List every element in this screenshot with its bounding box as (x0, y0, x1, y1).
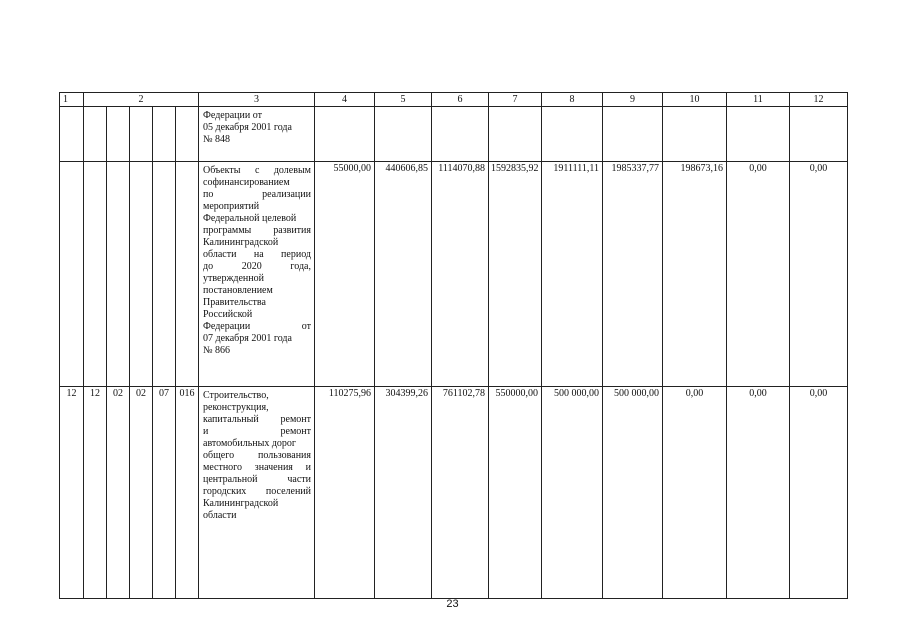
code-cell: 02 (107, 387, 130, 599)
value-cell: 500 000,00 (603, 387, 663, 599)
value-cell: 198673,16 (663, 162, 727, 387)
value-cell: 0,00 (790, 387, 848, 599)
table-row (60, 387, 848, 599)
col-header-10: 10 (663, 93, 727, 107)
value-cell: 0,00 (727, 162, 790, 387)
value-cell: 1114070,88 (432, 162, 489, 387)
row-description: Строительство, реконструкция, капитальный ремонт и ремонт автомобильных дорог общего пользования местного значения и центральной части городских поселений Калининградской области (199, 387, 315, 599)
code-cell (130, 107, 153, 162)
column-number-row (60, 93, 848, 107)
value-cell: 761102,78 (432, 387, 489, 599)
value-cell: 440606,85 (375, 162, 432, 387)
table-row (60, 107, 848, 162)
value-cell: 55000,00 (315, 162, 375, 387)
col-header-12: 12 (790, 93, 848, 107)
budget-table (59, 92, 848, 599)
code-cell: 12 (84, 387, 107, 599)
value-cell: 1911111,11 (542, 162, 603, 387)
value-cell: 500 000,00 (542, 387, 603, 599)
value-cell: 0,00 (790, 162, 848, 387)
value-cell: 1592835,92 (489, 162, 542, 387)
page-number: 23 (446, 598, 459, 610)
value-cell: 110275,96 (315, 387, 375, 599)
col-header-5: 5 (375, 93, 432, 107)
value-cell: 304399,26 (375, 387, 432, 599)
code-cell (153, 107, 176, 162)
col-header-11: 11 (727, 93, 790, 107)
value-cell: 1985337,77 (603, 162, 663, 387)
value-cell: 550000,00 (489, 387, 542, 599)
table-row (60, 162, 848, 387)
col-header-2: 2 (84, 93, 199, 107)
col-header-6: 6 (432, 93, 489, 107)
code-cell (107, 107, 130, 162)
col-header-9: 9 (603, 93, 663, 107)
row-description: Федерации от 05 декабря 2001 года № 848 (199, 107, 315, 162)
code-cell: 07 (153, 387, 176, 599)
value-cell: 0,00 (727, 387, 790, 599)
code-cell: 12 (60, 387, 84, 599)
col-header-4: 4 (315, 93, 375, 107)
value-cell: 0,00 (663, 387, 727, 599)
code-cell: 02 (130, 387, 153, 599)
col-header-8: 8 (542, 93, 603, 107)
code-cell: 016 (176, 387, 199, 599)
col-header-1: 1 (60, 93, 84, 107)
row-description: Объекты с долевым софинансированием по реализации мероприятий Федеральной целевой программы развития Калининградской области на период до 2020 года, утвержденной постановлением Правительства Российской Федерации от 07 декабря 2001 года № 866 (199, 162, 315, 387)
col-header-7: 7 (489, 93, 542, 107)
code-cell (176, 107, 199, 162)
col-header-3: 3 (199, 93, 315, 107)
